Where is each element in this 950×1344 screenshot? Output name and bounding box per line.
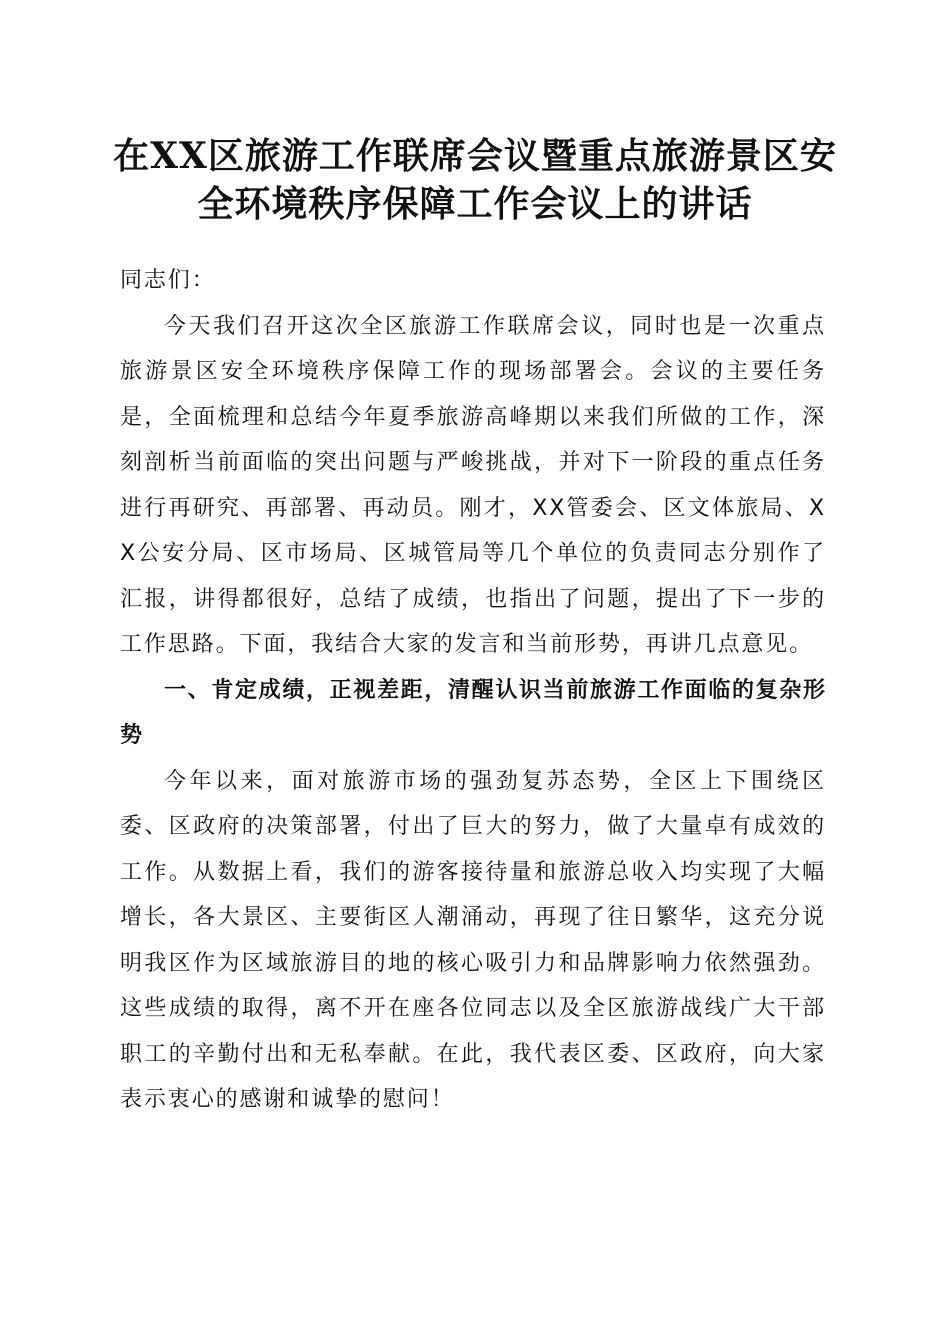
document-title	[100, 132, 850, 228]
section-1-paragraph: 今年以来，面对旅游市场的强劲复苏态势，全区上下围绕区委、区政府的决策部署，付出了巨大的努力，做了大量卓有成效的工作。从数据上看，我们的游客接待量和旅游总收入均实现了大幅增长，各大景区、主要街区人潮涌动，再现了往日繁华，这充分说明我区作为区域旅游目的地的核心吸引力和品牌影响力依然强劲。这些成绩的取得，离不开在座各位同志以及全区旅游战线广大干部职工的辛勤付出和无私奉献。在此，我代表区委、区政府，向大家表示衷心的感谢和诚挚的慰问！	[120, 768, 826, 1112]
salutation: 同志们：	[120, 268, 216, 293]
document-body	[120, 258, 826, 1123]
opening-paragraph: 今天我们召开这次全区旅游工作联席会议，同时也是一次重点旅游景区安全环境秩序保障工作的现场部署会。会议的主要任务是，全面梳理和总结今年夏季旅游高峰期以来我们所做的工作，深刻剖析当前面临的突出问题与严峻挑战，并对下一阶段的重点任务进行再研究、再部署、再动员。刚才，XX管委会、区文体旅局、XX公安分局、区市场局、区城管局等几个单位的负责同志分别作了汇报，讲得都很好，总结了成绩，也指出了问题，提出了下一步的工作思路。下面，我结合大家的发言和当前形势，再讲几点意见。	[120, 313, 826, 657]
section-heading-1: 一、肯定成绩，正视差距，清醒认识当前旅游工作面临的复杂形势	[120, 677, 826, 748]
title-line-1: 在XX区旅游工作联席会议暨重点旅游景区安	[113, 135, 837, 177]
title-line-2: 全环境秩序保障工作会议上的讲话	[197, 183, 753, 225]
